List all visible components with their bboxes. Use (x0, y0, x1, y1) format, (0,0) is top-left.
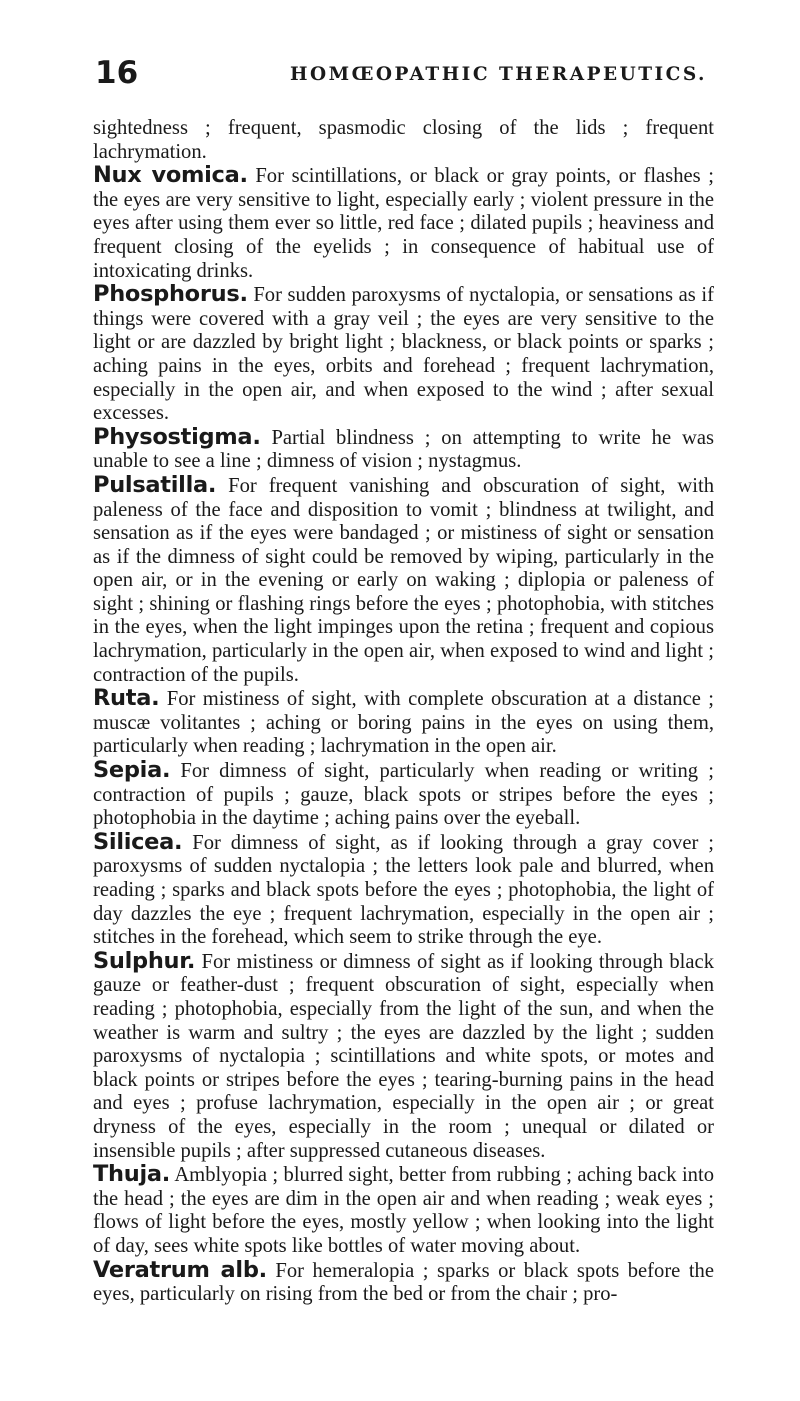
running-title: HOMŒOPATHIC THERAPEUTICS. (290, 64, 707, 85)
remedy-name: Pulsatilla. (93, 471, 217, 498)
remedy-description: Partial blindness ; on attempting to write he was unable to see a line ; dimness of vision ; nystagmus. (93, 426, 714, 473)
remedy-entry (93, 283, 714, 426)
remedy-name: Sepia. (93, 757, 171, 784)
remedy-entry (93, 1256, 714, 1307)
remedy-name: Ruta. (93, 685, 160, 712)
remedy-name: Veratrum alb. (93, 1256, 267, 1283)
body-text (93, 117, 714, 1307)
remedy-entry (93, 164, 714, 283)
remedy-entry (93, 1163, 714, 1258)
remedy-entry (93, 947, 714, 1163)
remedy-name: Silicea. (93, 828, 183, 855)
remedy-entry (93, 759, 714, 831)
remedy-entry (93, 423, 714, 474)
page-header (95, 56, 715, 96)
remedy-entry (93, 687, 714, 759)
remedy-entry (93, 471, 714, 687)
remedy-description: For mistiness or dimness of sight as if looking through black gauze or feather-dust ; frequent obscuration of sight, especially when reading ; photophobia, especially from the light of the sun, and when the weather is warm and sultry ; the eyes are dazzled by the light ; sudden paroxysms of nyctalopia ; scintillations and white spots, or motes and black points or stripes before the eyes ; tearing-burning pains in the head and eyes ; profuse lachrymation, especially in the open air ; or great dryness of the eyes, especially in the room ; unequal or dilated or insensible pupils ; after suppressed cutaneous diseases. (93, 950, 714, 1162)
remedy-description: For mistiness of sight, with complete obscuration at a distance ; muscæ volitantes ; aching or boring pains in the eyes on using them, particularly when reading ; lachrymation in the open air. (93, 688, 714, 758)
remedy-description: For frequent vanishing and obscuration of sight, with paleness of the face and disposition to vomit ; blindness at twilight, and sensation as if the eyes were bandaged ; or mistiness of sight or sensation as if the dimness of sight could be removed by wiping, particularly in the open air, or in the evening or early on waking ; diplopia or paleness of sight ; shining or flashing rings before the eyes ; photophobia, with stitches in the eyes, when the light impinges upon the retina ; frequent and copious lachrymation, particularly in the open air, when exposed to wind and light ; contraction of the pupils. (93, 474, 714, 686)
remedy-name: Phosphorus. (93, 281, 248, 308)
remedy-entry (93, 828, 714, 950)
remedy-name: Physostigma. (93, 423, 261, 450)
remedy-name: Sulphur. (93, 947, 196, 974)
remedy-description: For scintillations, or black or gray points, or flashes ; the eyes are very sensitive to light, especially early ; violent pressure in the eyes after using them ever so little, red face ; dilated pupils ; heaviness and frequent closing of the eyelids ; in consequence of habitual use of intoxicating drinks. (93, 165, 714, 282)
remedy-description: Amblyopia ; blurred sight, better from rubbing ; aching back into the head ; the eyes are dim in the open air and when reading ; weak eyes ; flows of light before the eyes, mostly yellow ; when looking into the light of day, sees white spots like bottles of water moving about. (93, 1164, 714, 1257)
continuation-paragraph: sightedness ; frequent, spasmodic closing of the lids ; frequent lachrymation. (93, 117, 714, 163)
remedy-description: For dimness of sight, as if looking through a gray cover ; paroxysms of sudden nyctalopia ; the letters look pale and blurred, when reading ; sparks and black spots before the eyes ; photophobia, the light of day dazzles the eye ; frequent lachrymation, especially in the open air ; stitches in the forehead, which seem to strike through the eye. (93, 831, 714, 949)
remedy-description: For dimness of sight, particularly when reading or writing ; contraction of pupils ; gauze, black spots or stripes before the eyes ; photophobia in the daytime ; aching pains over the eyeball. (93, 760, 714, 830)
remedy-description: For hemeralopia ; sparks or black spots before the eyes, particularly on rising from the bed or from the chair ; pro- (93, 1259, 714, 1306)
page-number: 16 (95, 55, 139, 91)
remedy-name: Nux vomica. (93, 162, 248, 189)
remedy-name: Thuja. (93, 1161, 171, 1188)
remedy-description: For sudden paroxysms of nyctalopia, or sensations as if things were covered with a gray veil ; the eyes are very sensitive to the light or are dazzled by bright light ; blackness, or black points or sparks ; aching pains in the eyes, orbits and forehead ; frequent lachrymation, especially in the open air, and when exposed to the wind ; after sexual excesses. (93, 284, 714, 425)
